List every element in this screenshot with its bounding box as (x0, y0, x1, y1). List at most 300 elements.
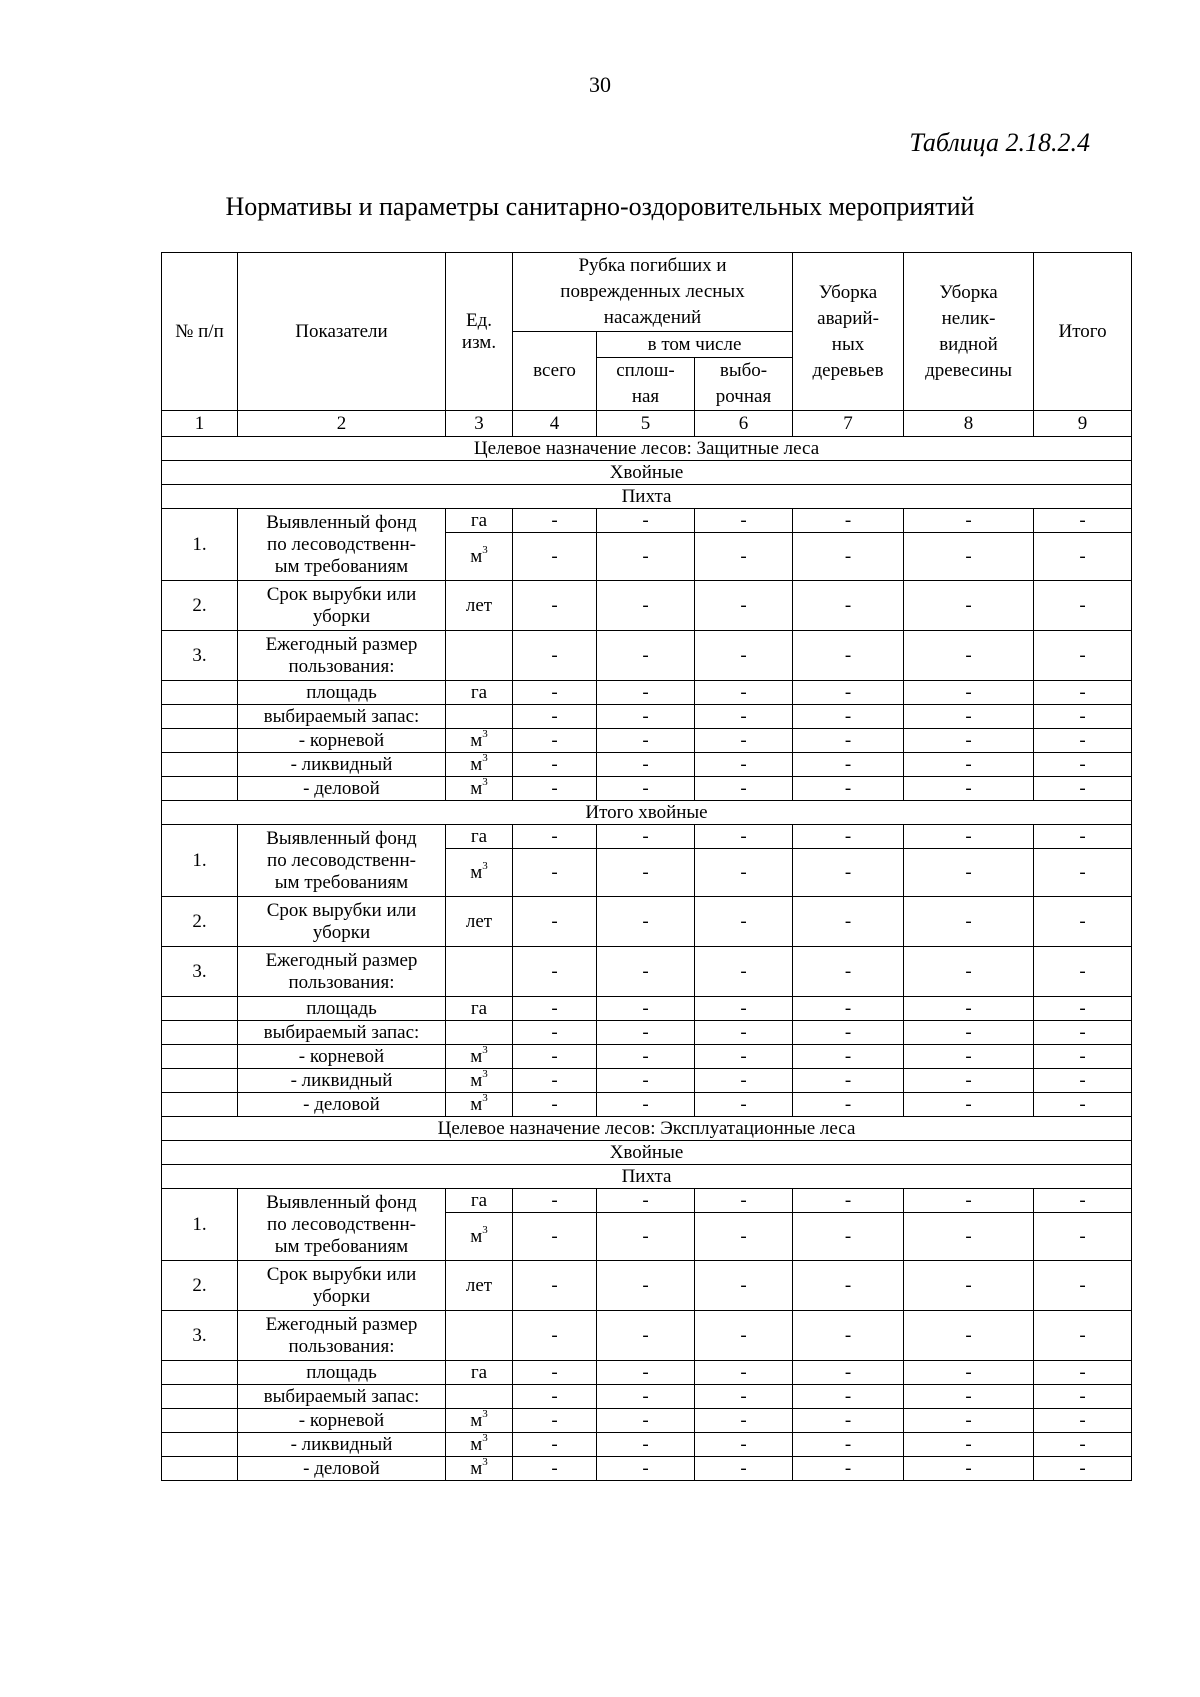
value-cell: - (695, 1093, 793, 1117)
value-cell: - (1034, 681, 1132, 705)
value-cell: - (1034, 849, 1132, 897)
indicator-label: выбираемый запас: (238, 1385, 446, 1409)
value-cell: - (1034, 1189, 1132, 1213)
row-number-empty (162, 1069, 238, 1093)
table-row (162, 1165, 1132, 1189)
value-cell: - (904, 705, 1034, 729)
header-including: в том числе (597, 332, 793, 358)
value-cell: - (904, 1093, 1034, 1117)
value-cell: - (904, 581, 1034, 631)
row-number-empty (162, 777, 238, 801)
indicator-text: Срок вырубки или уборки (266, 899, 417, 943)
value-cell: - (513, 947, 597, 997)
header-selective (695, 358, 793, 411)
header-clear (597, 358, 695, 411)
header-total: Итого (1034, 253, 1132, 411)
value-cell: - (793, 1045, 904, 1069)
value-cell: - (597, 1213, 695, 1261)
unit-cell (446, 705, 513, 729)
unit-cell (446, 533, 513, 581)
indicator-label: выбираемый запас: (238, 705, 446, 729)
value-cell: - (597, 631, 695, 681)
unit-cell: лет (446, 581, 513, 631)
value-cell: - (904, 1021, 1034, 1045)
unit-cell: га (446, 1189, 513, 1213)
value-cell: - (904, 1189, 1034, 1213)
value-cell: - (513, 1457, 597, 1481)
table-row (162, 1021, 1132, 1045)
column-number: 8 (904, 411, 1034, 437)
section-heading: Целевое назначение лесов: Защитные леса (162, 437, 1132, 461)
unit-cell (446, 631, 513, 681)
value-cell: - (695, 1213, 793, 1261)
value-cell: - (1034, 897, 1132, 947)
unit-base: м (470, 777, 483, 799)
table-row (162, 1093, 1132, 1117)
value-cell: - (904, 1069, 1034, 1093)
unit-exponent: 3 (482, 1044, 488, 1057)
value-cell: - (904, 849, 1034, 897)
value-cell: - (904, 1361, 1034, 1385)
table-row (162, 1141, 1132, 1165)
indicator-label: - деловой (238, 777, 446, 801)
table-row (162, 581, 1132, 631)
row-number-empty (162, 1361, 238, 1385)
value-cell: - (1034, 753, 1132, 777)
value-cell: - (1034, 947, 1132, 997)
value-cell: - (1034, 631, 1132, 681)
table-row (162, 997, 1132, 1021)
value-cell: - (513, 1361, 597, 1385)
table-row (162, 1069, 1132, 1093)
value-cell: - (695, 1261, 793, 1311)
unit-cell (446, 1213, 513, 1261)
value-cell: - (1034, 581, 1132, 631)
indicator-label (238, 1311, 446, 1361)
indicator-text: Выявленный фонд по лесоводственн-ым требованиям (266, 827, 417, 893)
value-cell: - (793, 705, 904, 729)
value-cell: - (793, 1361, 904, 1385)
value-cell: - (1034, 1361, 1132, 1385)
unit-cell (446, 1045, 513, 1069)
unit-base: м (470, 729, 483, 751)
section-heading: Хвойные (162, 1141, 1132, 1165)
unit-base: м (470, 1045, 483, 1067)
value-cell: - (597, 1457, 695, 1481)
value-cell: - (793, 1385, 904, 1409)
value-cell: - (695, 849, 793, 897)
unit-exponent: 3 (482, 1432, 488, 1445)
value-cell: - (793, 777, 904, 801)
indicator-label (238, 631, 446, 681)
value-cell: - (695, 777, 793, 801)
unit-exponent: 3 (482, 1408, 488, 1421)
unit-cell: га (446, 681, 513, 705)
value-cell: - (793, 1457, 904, 1481)
value-cell: - (793, 849, 904, 897)
unit-cell (446, 1021, 513, 1045)
value-cell: - (513, 825, 597, 849)
unit-exponent: 3 (482, 752, 488, 765)
unit-cell (446, 849, 513, 897)
table-row (162, 705, 1132, 729)
unit-exponent: 3 (482, 860, 488, 873)
value-cell: - (597, 825, 695, 849)
table-row (162, 825, 1132, 849)
value-cell: - (904, 1213, 1034, 1261)
row-number-empty (162, 997, 238, 1021)
indicator-label: - ликвидный (238, 1433, 446, 1457)
value-cell: - (695, 1311, 793, 1361)
section-heading: Пихта (162, 485, 1132, 509)
value-cell: - (695, 509, 793, 533)
header-illiquid (904, 253, 1034, 411)
value-cell: - (793, 581, 904, 631)
value-cell: - (695, 681, 793, 705)
indicator-label (238, 947, 446, 997)
value-cell: - (1034, 777, 1132, 801)
value-cell: - (695, 581, 793, 631)
indicator-text: Выявленный фонд по лесоводственн-ым требованиям (266, 1191, 417, 1257)
value-cell: - (513, 681, 597, 705)
value-cell: - (597, 897, 695, 947)
header-unit-text: Ед. изм. (461, 309, 497, 353)
value-cell: - (597, 729, 695, 753)
value-cell: - (597, 947, 695, 997)
table-row (162, 1261, 1132, 1311)
unit-cell (446, 1311, 513, 1361)
value-cell: - (904, 997, 1034, 1021)
row-number: 3. (162, 631, 238, 681)
indicator-label: - деловой (238, 1093, 446, 1117)
indicator-label: - корневой (238, 1045, 446, 1069)
value-cell: - (695, 897, 793, 947)
value-cell: - (513, 705, 597, 729)
value-cell: - (904, 533, 1034, 581)
value-cell: - (597, 997, 695, 1021)
indicator-label (238, 509, 446, 581)
unit-exponent: 3 (482, 776, 488, 789)
value-cell: - (793, 631, 904, 681)
indicator-text: Ежегодный размер пользования: (265, 1313, 418, 1357)
table-row (162, 485, 1132, 509)
unit-base: м (470, 1069, 483, 1091)
value-cell: - (513, 509, 597, 533)
unit-base: м (470, 1457, 483, 1479)
table-row (162, 461, 1132, 485)
value-cell: - (695, 997, 793, 1021)
value-cell: - (1034, 1385, 1132, 1409)
row-number-empty (162, 1093, 238, 1117)
value-cell: - (597, 509, 695, 533)
value-cell: - (695, 1361, 793, 1385)
value-cell: - (1034, 533, 1132, 581)
value-cell: - (793, 947, 904, 997)
value-cell: - (597, 705, 695, 729)
unit-cell (446, 1457, 513, 1481)
indicator-label: выбираемый запас: (238, 1021, 446, 1045)
table-row (162, 437, 1132, 461)
table-row (162, 801, 1132, 825)
value-cell: - (904, 825, 1034, 849)
value-cell: - (513, 1093, 597, 1117)
value-cell: - (513, 1021, 597, 1045)
value-cell: - (513, 1409, 597, 1433)
value-cell: - (597, 1189, 695, 1213)
row-number-empty (162, 1457, 238, 1481)
value-cell: - (513, 581, 597, 631)
value-cell: - (597, 753, 695, 777)
value-cell: - (793, 681, 904, 705)
value-cell: - (513, 1433, 597, 1457)
value-cell: - (1034, 1261, 1132, 1311)
table-row (162, 1433, 1132, 1457)
indicator-label (238, 1261, 446, 1311)
value-cell: - (793, 897, 904, 947)
indicator-label: - деловой (238, 1457, 446, 1481)
header-indicators: Показатели (238, 253, 446, 411)
header-emergency (793, 253, 904, 411)
value-cell: - (793, 1021, 904, 1045)
value-cell: - (597, 681, 695, 705)
unit-cell (446, 1069, 513, 1093)
value-cell: - (793, 1093, 904, 1117)
value-cell: - (793, 825, 904, 849)
table-row (162, 1409, 1132, 1433)
value-cell: - (793, 753, 904, 777)
indicator-label: площадь (238, 681, 446, 705)
value-cell: - (904, 729, 1034, 753)
unit-base: м (470, 861, 483, 883)
value-cell: - (793, 509, 904, 533)
table-row (162, 681, 1132, 705)
value-cell: - (793, 1213, 904, 1261)
unit-cell (446, 777, 513, 801)
page-title: Нормативы и параметры санитарно-оздоровительных мероприятий (225, 192, 975, 221)
value-cell: - (793, 1261, 904, 1311)
value-cell: - (793, 1409, 904, 1433)
value-cell: - (793, 1433, 904, 1457)
value-cell: - (904, 1409, 1034, 1433)
header-selective-text: выбо-рочная (715, 360, 772, 407)
section-heading: Пихта (162, 1165, 1132, 1189)
indicator-text: Срок вырубки или уборки (266, 1263, 417, 1307)
table-row (162, 1385, 1132, 1409)
header-unit (446, 253, 513, 411)
value-cell: - (904, 631, 1034, 681)
value-cell: - (513, 631, 597, 681)
value-cell: - (513, 1385, 597, 1409)
value-cell: - (597, 849, 695, 897)
value-cell: - (695, 1021, 793, 1045)
row-number: 1. (162, 1189, 238, 1261)
unit-cell (446, 1433, 513, 1457)
row-number: 2. (162, 1261, 238, 1311)
value-cell: - (513, 1189, 597, 1213)
row-number: 3. (162, 947, 238, 997)
value-cell: - (513, 1069, 597, 1093)
row-number: 1. (162, 825, 238, 897)
column-number: 9 (1034, 411, 1132, 437)
unit-exponent: 3 (482, 544, 488, 557)
value-cell: - (793, 533, 904, 581)
unit-cell (446, 1409, 513, 1433)
value-cell: - (695, 753, 793, 777)
value-cell: - (597, 1069, 695, 1093)
unit-base: м (470, 545, 483, 567)
value-cell: - (695, 533, 793, 581)
unit-cell: га (446, 1361, 513, 1385)
header-clear-text: сплош-ная (616, 360, 675, 407)
row-number-empty (162, 753, 238, 777)
value-cell: - (597, 1021, 695, 1045)
value-cell: - (695, 1045, 793, 1069)
unit-cell (446, 753, 513, 777)
value-cell: - (513, 849, 597, 897)
column-number: 3 (446, 411, 513, 437)
value-cell: - (793, 1311, 904, 1361)
row-number: 3. (162, 1311, 238, 1361)
unit-cell (446, 1385, 513, 1409)
table-row (162, 897, 1132, 947)
table-row (162, 1457, 1132, 1481)
row-number: 2. (162, 581, 238, 631)
row-number-empty (162, 1433, 238, 1457)
table-row (162, 729, 1132, 753)
table-row (162, 1117, 1132, 1141)
indicator-text: Ежегодный размер пользования: (265, 949, 418, 993)
value-cell: - (904, 947, 1034, 997)
value-cell: - (1034, 997, 1132, 1021)
unit-exponent: 3 (482, 1092, 488, 1105)
value-cell: - (513, 533, 597, 581)
indicator-label (238, 825, 446, 897)
value-cell: - (904, 1457, 1034, 1481)
value-cell: - (1034, 1433, 1132, 1457)
value-cell: - (513, 777, 597, 801)
header-felling-text: Рубка погибших и поврежденных лесных насаждений (560, 255, 745, 328)
row-number-empty (162, 1385, 238, 1409)
header-num: № п/п (162, 253, 238, 411)
row-number-empty (162, 1045, 238, 1069)
value-cell: - (513, 997, 597, 1021)
value-cell: - (1034, 1021, 1132, 1045)
indicator-label (238, 581, 446, 631)
value-cell: - (513, 897, 597, 947)
page-number: 30 (589, 72, 611, 97)
value-cell: - (904, 753, 1034, 777)
value-cell: - (597, 581, 695, 631)
unit-base: м (470, 1225, 483, 1247)
header-row (162, 253, 1132, 332)
value-cell: - (1034, 509, 1132, 533)
value-cell: - (1034, 1311, 1132, 1361)
value-cell: - (513, 1045, 597, 1069)
unit-exponent: 3 (482, 1456, 488, 1469)
header-emergency-text: Уборка аварий-ных деревьев (812, 281, 884, 381)
value-cell: - (904, 1385, 1034, 1409)
indicator-label (238, 897, 446, 947)
value-cell: - (695, 705, 793, 729)
unit-cell: га (446, 825, 513, 849)
unit-cell: га (446, 509, 513, 533)
value-cell: - (904, 777, 1034, 801)
value-cell: - (597, 533, 695, 581)
value-cell: - (1034, 1045, 1132, 1069)
value-cell: - (597, 1093, 695, 1117)
row-number-empty (162, 681, 238, 705)
column-number: 4 (513, 411, 597, 437)
indicator-label: - корневой (238, 729, 446, 753)
table-row (162, 947, 1132, 997)
unit-cell: лет (446, 897, 513, 947)
unit-cell: га (446, 997, 513, 1021)
standards-table (161, 252, 1132, 1481)
section-heading: Хвойные (162, 461, 1132, 485)
value-cell: - (597, 1409, 695, 1433)
value-cell: - (904, 1433, 1034, 1457)
row-number-empty (162, 1409, 238, 1433)
header-total-all: всего (513, 332, 597, 411)
value-cell: - (513, 1311, 597, 1361)
table-row (162, 777, 1132, 801)
unit-base: м (470, 1409, 483, 1431)
value-cell: - (1034, 1409, 1132, 1433)
unit-cell: лет (446, 1261, 513, 1311)
value-cell: - (695, 1457, 793, 1481)
row-number-empty (162, 729, 238, 753)
value-cell: - (695, 1189, 793, 1213)
value-cell: - (597, 1361, 695, 1385)
value-cell: - (1034, 825, 1132, 849)
value-cell: - (513, 729, 597, 753)
value-cell: - (695, 1409, 793, 1433)
column-number: 1 (162, 411, 238, 437)
table-row (162, 1189, 1132, 1213)
table-row (162, 1311, 1132, 1361)
unit-exponent: 3 (482, 1224, 488, 1237)
row-number-empty (162, 705, 238, 729)
value-cell: - (695, 1433, 793, 1457)
unit-exponent: 3 (482, 1068, 488, 1081)
indicator-text: Выявленный фонд по лесоводственн-ым требованиям (266, 511, 417, 577)
table-row (162, 631, 1132, 681)
header-felling (513, 253, 793, 332)
column-number: 2 (238, 411, 446, 437)
value-cell: - (904, 1045, 1034, 1069)
unit-cell (446, 1093, 513, 1117)
value-cell: - (1034, 729, 1132, 753)
value-cell: - (597, 1045, 695, 1069)
section-heading: Итого хвойные (162, 801, 1132, 825)
unit-base: м (470, 1433, 483, 1455)
indicator-text: Срок вырубки или уборки (266, 583, 417, 627)
value-cell: - (695, 1385, 793, 1409)
value-cell: - (793, 1189, 904, 1213)
value-cell: - (793, 729, 904, 753)
column-numbers-row (162, 411, 1132, 437)
indicator-label: - корневой (238, 1409, 446, 1433)
indicator-label: площадь (238, 997, 446, 1021)
table-row (162, 1045, 1132, 1069)
value-cell: - (513, 1213, 597, 1261)
unit-base: м (470, 753, 483, 775)
unit-exponent: 3 (482, 728, 488, 741)
value-cell: - (793, 1069, 904, 1093)
value-cell: - (1034, 1069, 1132, 1093)
value-cell: - (904, 1261, 1034, 1311)
column-number: 5 (597, 411, 695, 437)
